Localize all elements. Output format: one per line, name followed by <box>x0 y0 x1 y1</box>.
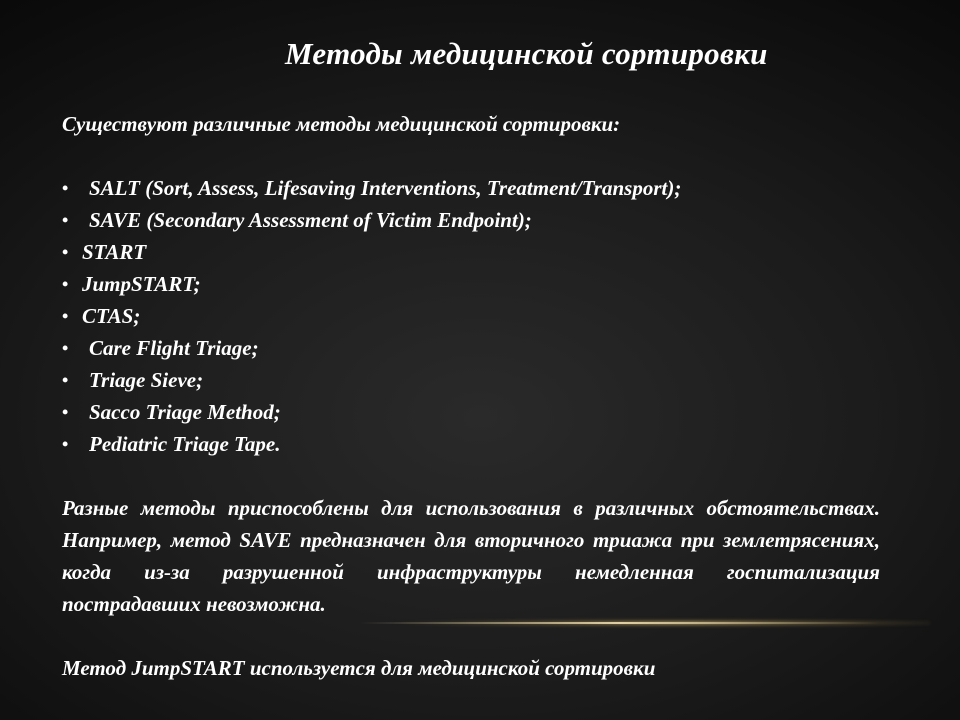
spacer <box>62 460 880 492</box>
spacer <box>62 140 880 172</box>
slide-body <box>62 108 880 684</box>
list-item <box>62 364 880 396</box>
spacer <box>62 620 880 652</box>
list-item <box>62 332 880 364</box>
bullet-icon: • <box>62 306 69 326</box>
paragraph-jumpstart: Метод JumpSTART используется для медицинской сортировки <box>62 656 656 680</box>
slide-title: Методы медицинской сортировки <box>285 36 768 71</box>
list-item <box>62 236 880 268</box>
method-label: START <box>82 240 147 264</box>
method-label: Care Flight Triage; <box>89 336 259 360</box>
list-item <box>62 300 880 332</box>
intro-text: Существуют различные методы медицинской сортировки: <box>62 112 621 136</box>
bullet-icon: • <box>62 338 69 358</box>
method-label: SALT (Sort, Assess, Lifesaving Interventions, Treatment/Transport); <box>89 176 682 200</box>
method-label: SAVE (Secondary Assessment of Victim Endpoint); <box>89 208 532 232</box>
list-item <box>62 204 880 236</box>
bullet-icon: • <box>62 434 69 454</box>
bullet-icon: • <box>62 370 69 390</box>
bullet-icon: • <box>62 402 69 422</box>
list-item <box>62 396 880 428</box>
method-label: Sacco Triage Method; <box>89 400 281 424</box>
list-item <box>62 268 880 300</box>
method-label: Pediatric Triage Tape. <box>89 432 281 456</box>
bullet-icon: • <box>62 274 69 294</box>
list-item <box>62 428 880 460</box>
list-item <box>62 172 880 204</box>
method-label: Triage Sieve; <box>89 368 204 392</box>
method-label: CTAS; <box>82 304 141 328</box>
methods-list <box>62 172 880 460</box>
paragraph-usage: Разные методы приспособлены для использования в различных обстоятельствах. Например, метод SAVE предназначен для вторичного триажа при землетрясениях, когда из-за разрушенной инфраструктуры немедленная госпитализация пострадавших невозможна. <box>62 496 880 616</box>
method-label: JumpSTART; <box>82 272 201 296</box>
bullet-icon: • <box>62 242 69 262</box>
bullet-icon: • <box>62 210 69 230</box>
bullet-icon: • <box>62 178 69 198</box>
